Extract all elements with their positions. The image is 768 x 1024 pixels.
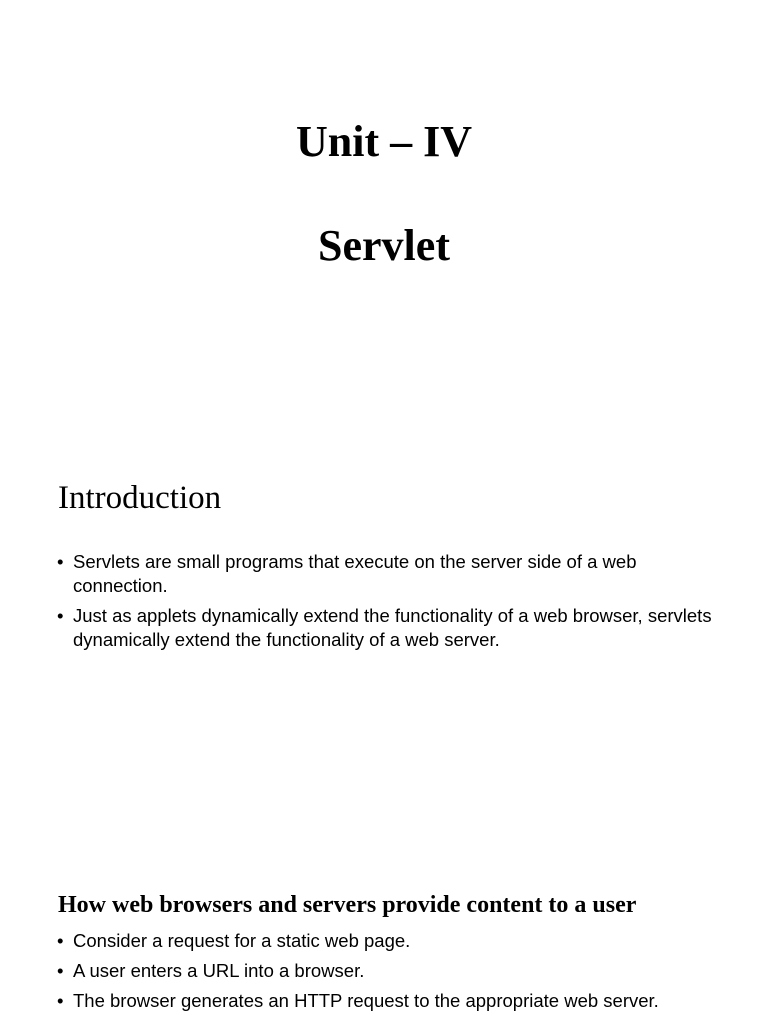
bullet-item: [57, 959, 747, 983]
introduction-heading: Introduction: [58, 480, 222, 516]
bullet-icon: •: [57, 930, 64, 951]
how-browsers-bullet-list: [57, 929, 747, 1019]
bullet-item: [57, 929, 747, 953]
bullet-item: [57, 989, 747, 1013]
how-browsers-heading: How web browsers and servers provide content to a user: [58, 892, 637, 918]
bullet-text: Servlets are small programs that execute on the server side of a web connection.: [73, 551, 637, 596]
bullet-icon: •: [57, 551, 64, 572]
bullet-icon: •: [57, 605, 64, 626]
unit-title: Unit – IV: [295, 117, 473, 166]
bullet-text: Just as applets dynamically extend the functionality of a web browser, servlets dynamically extend the functionality of a web server.: [73, 605, 712, 650]
bullet-text: A user enters a URL into a browser.: [73, 960, 365, 981]
bullet-icon: •: [57, 960, 64, 981]
how-browsers-slide: [0, 860, 768, 1024]
bullet-item: [57, 550, 717, 598]
bullet-item: [57, 604, 717, 652]
introduction-slide: [0, 430, 768, 730]
bullet-text: Consider a request for a static web page.: [73, 930, 411, 951]
servlet-title: Servlet: [318, 221, 450, 270]
title-slide: [0, 0, 768, 330]
introduction-bullet-list: [57, 550, 717, 658]
bullet-text: The browser generates an HTTP request to the appropriate web server.: [73, 990, 659, 1011]
bullet-icon: •: [57, 990, 64, 1011]
